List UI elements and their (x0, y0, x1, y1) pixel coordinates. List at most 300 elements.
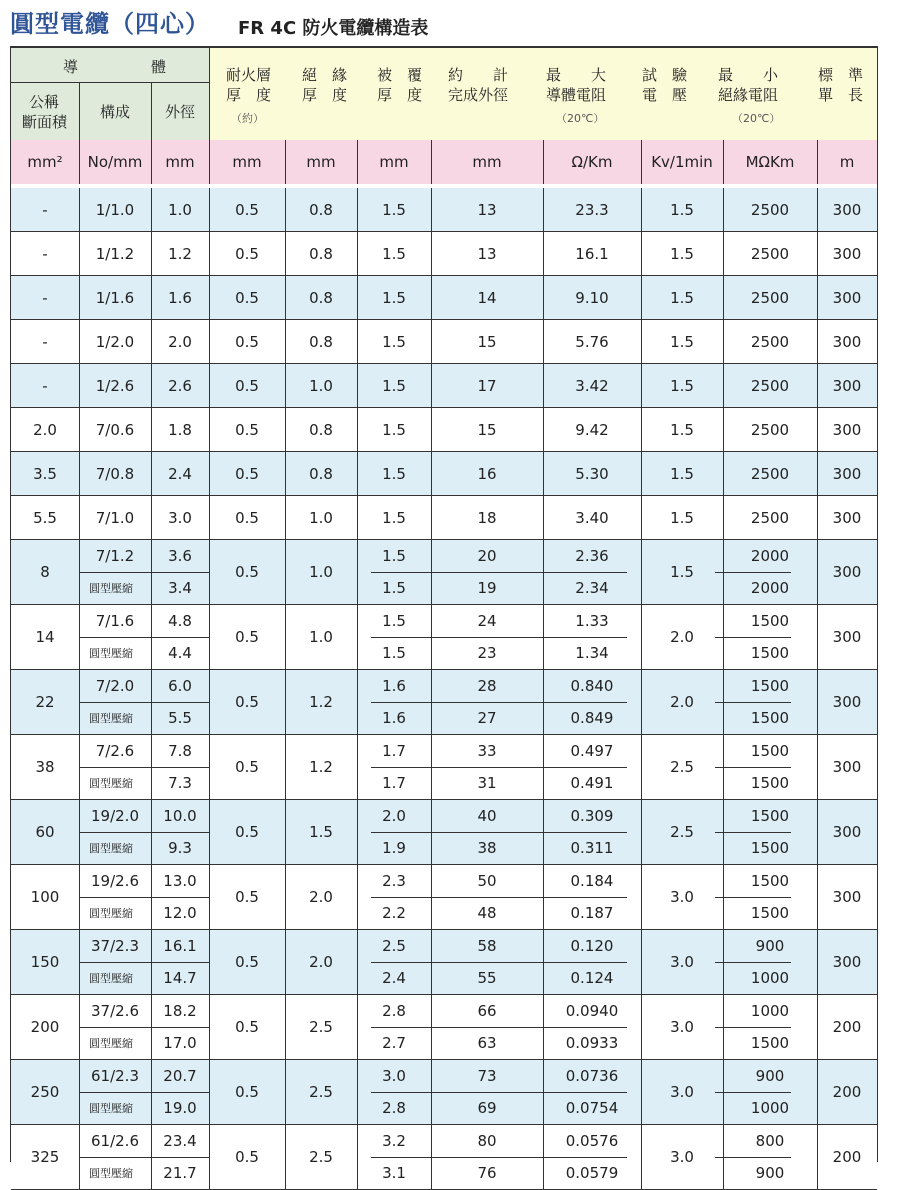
ins-resistance-cell: 1000 (750, 969, 790, 987)
length-cell: 300 (832, 508, 862, 527)
header-len-2: 單 長 (818, 86, 864, 104)
outer-dia-cell: 3.4 (168, 579, 192, 597)
resistance-cell: 0.0933 (565, 1034, 619, 1052)
units-row (11, 140, 877, 185)
header-ins-1: 絕 緣 (302, 66, 348, 84)
fire-cell: 0.5 (235, 693, 259, 711)
finish-cell: 55 (477, 969, 497, 987)
outer-dia-cell: 14.7 (163, 969, 197, 987)
header-area-2: 斷面積 (22, 113, 68, 131)
insulation-cell: 0.8 (309, 332, 333, 351)
resistance-cell: 23.3 (575, 200, 609, 219)
ins-resistance-cell: 2500 (750, 420, 790, 439)
construction-cell: 圓型壓縮 (89, 1037, 133, 1050)
area-cell: 250 (30, 1083, 60, 1101)
test-voltage-cell: 1.5 (670, 420, 694, 439)
construction-cell: 37/2.6 (91, 1002, 139, 1020)
sheath-cell: 1.7 (382, 742, 406, 760)
header-ir-3: （20℃） (732, 112, 781, 125)
sheath-cell: 3.0 (382, 1067, 406, 1085)
fire-cell: 0.5 (235, 420, 259, 439)
finish-cell: 38 (477, 839, 497, 857)
outer-dia-cell: 2.4 (168, 464, 192, 483)
test-voltage-cell: 3.0 (670, 1018, 694, 1036)
resistance-cell: 1.33 (575, 612, 609, 630)
header-outer-dia: 外徑 (165, 103, 196, 121)
area-cell: 150 (30, 953, 60, 971)
length-cell: 300 (832, 420, 862, 439)
fire-cell: 0.5 (235, 332, 259, 351)
sheath-cell: 2.0 (382, 807, 406, 825)
header-finish-1: 約 計 (448, 66, 509, 84)
ins-resistance-cell: 1500 (750, 709, 790, 727)
construction-cell: 1/2.0 (95, 332, 135, 351)
area-cell: 60 (35, 823, 55, 841)
resistance-cell: 2.34 (575, 579, 609, 597)
ins-resistance-cell: 1500 (750, 904, 790, 922)
ins-resistance-cell: 1000 (750, 1099, 790, 1117)
cable-spec-table (10, 46, 878, 1182)
insulation-cell: 0.8 (309, 420, 333, 439)
sheath-cell: 1.5 (382, 508, 406, 527)
ins-resistance-cell: 900 (755, 1067, 785, 1085)
outer-dia-cell: 7.8 (168, 742, 192, 760)
construction-cell: 7/0.6 (95, 420, 135, 439)
finish-cell: 50 (477, 872, 497, 890)
construction-cell: 1/1.6 (95, 288, 135, 307)
fire-cell: 0.5 (235, 1148, 259, 1166)
resistance-cell: 0.0940 (565, 1002, 619, 1020)
resistance-cell: 5.30 (575, 464, 609, 483)
sheath-cell: 1.7 (382, 774, 406, 792)
sheath-cell: 1.5 (382, 200, 406, 219)
finish-cell: 24 (477, 612, 497, 630)
finish-cell: 31 (477, 774, 497, 792)
construction-cell: 圓型壓縮 (89, 1167, 133, 1180)
table-row (11, 452, 877, 496)
table-row (11, 995, 877, 1060)
table-row (11, 1125, 877, 1190)
insulation-cell: 0.8 (309, 244, 333, 263)
area-cell: 8 (40, 563, 50, 581)
fire-cell: 0.5 (235, 1083, 259, 1101)
finish-cell: 80 (477, 1132, 497, 1150)
unit-cell: No/mm (87, 153, 143, 171)
header-test-2: 電 壓 (642, 86, 688, 104)
outer-dia-cell: 12.0 (163, 904, 197, 922)
finish-cell: 33 (477, 742, 497, 760)
page-title: 圓型電纜（四心） (10, 10, 210, 38)
length-cell: 300 (832, 288, 862, 307)
fire-cell: 0.5 (235, 823, 259, 841)
resistance-cell: 0.0754 (565, 1099, 619, 1117)
resistance-cell: 0.120 (570, 937, 614, 955)
sheath-cell: 2.4 (382, 969, 406, 987)
ins-resistance-cell: 2500 (750, 200, 790, 219)
outer-dia-cell: 16.1 (163, 937, 197, 955)
area-cell: 2.0 (33, 420, 57, 439)
sheath-cell: 1.9 (382, 839, 406, 857)
finish-cell: 48 (477, 904, 497, 922)
outer-dia-cell: 2.0 (168, 332, 192, 351)
finish-cell: 28 (477, 677, 497, 695)
table-row (11, 188, 877, 232)
finish-cell: 19 (477, 579, 497, 597)
length-cell: 300 (832, 693, 862, 711)
area-cell: 14 (35, 628, 55, 646)
header-sheath-1: 被 覆 (377, 66, 423, 84)
ins-resistance-cell: 1500 (750, 644, 790, 662)
resistance-cell: 0.491 (570, 774, 614, 792)
outer-dia-cell: 1.6 (168, 288, 192, 307)
area-cell: 100 (30, 888, 60, 906)
header-fire-2: 厚 度 (226, 86, 272, 104)
finish-cell: 15 (477, 420, 497, 439)
insulation-cell: 0.8 (309, 200, 333, 219)
outer-dia-cell: 21.7 (163, 1164, 197, 1182)
ins-resistance-cell: 900 (755, 937, 785, 955)
resistance-cell: 0.184 (570, 872, 614, 890)
construction-cell: 圓型壓縮 (89, 712, 133, 725)
insulation-cell: 2.5 (309, 1148, 333, 1166)
test-voltage-cell: 1.5 (670, 332, 694, 351)
header-construction: 構成 (100, 103, 131, 121)
outer-dia-cell: 19.0 (163, 1099, 197, 1117)
resistance-cell: 2.36 (575, 547, 609, 565)
finish-cell: 66 (477, 1002, 497, 1020)
construction-cell: 圓型壓縮 (89, 647, 133, 660)
length-cell: 300 (832, 244, 862, 263)
length-cell: 300 (832, 953, 862, 971)
test-voltage-cell: 3.0 (670, 1083, 694, 1101)
outer-dia-cell: 7.3 (168, 774, 192, 792)
test-voltage-cell: 3.0 (670, 953, 694, 971)
table-row (11, 1060, 877, 1125)
resistance-cell: 3.42 (575, 376, 609, 395)
ins-resistance-cell: 2000 (750, 547, 790, 565)
construction-cell: 7/1.6 (95, 612, 135, 630)
construction-cell: 圓型壓縮 (89, 907, 133, 920)
ins-resistance-cell: 2500 (750, 508, 790, 527)
finish-cell: 15 (477, 332, 497, 351)
sheath-cell: 1.5 (382, 464, 406, 483)
header-fire-3: （約） (231, 112, 264, 125)
construction-cell: 7/2.6 (95, 742, 135, 760)
unit-cell: mm (232, 153, 262, 171)
area-cell: 22 (35, 693, 55, 711)
table-row (11, 408, 877, 452)
outer-dia-cell: 1.0 (168, 200, 192, 219)
construction-cell: 1/1.0 (95, 200, 135, 219)
resistance-cell: 16.1 (575, 244, 609, 263)
resistance-cell: 1.34 (575, 644, 609, 662)
header-test-1: 試 驗 (642, 66, 688, 84)
construction-cell: 圓型壓縮 (89, 1102, 133, 1115)
resistance-cell: 3.40 (575, 508, 609, 527)
resistance-cell: 0.0579 (565, 1164, 619, 1182)
test-voltage-cell: 2.5 (670, 758, 694, 776)
length-cell: 300 (832, 628, 862, 646)
sheath-cell: 1.5 (382, 376, 406, 395)
finish-cell: 40 (477, 807, 497, 825)
outer-dia-cell: 3.6 (168, 547, 192, 565)
unit-cell: mm (472, 153, 502, 171)
outer-dia-cell: 5.5 (168, 709, 192, 727)
finish-cell: 18 (477, 508, 497, 527)
ins-resistance-cell: 1500 (750, 742, 790, 760)
table-row (11, 540, 877, 605)
resistance-cell: 0.0736 (565, 1067, 619, 1085)
fire-cell: 0.5 (235, 288, 259, 307)
sheath-cell: 2.8 (382, 1099, 406, 1117)
ins-resistance-cell: 2500 (750, 244, 790, 263)
resistance-cell: 9.10 (575, 288, 609, 307)
construction-cell: 37/2.3 (91, 937, 139, 955)
table-row (11, 364, 877, 408)
header-res-1: 最 大 (546, 66, 607, 84)
area-cell: 5.5 (33, 508, 57, 527)
sheath-cell: 1.5 (382, 612, 406, 630)
header-ins-2: 厚 度 (302, 86, 348, 104)
table-row (11, 605, 877, 670)
construction-cell: 圓型壓縮 (89, 582, 133, 595)
fire-cell: 0.5 (235, 1018, 259, 1036)
sheath-cell: 1.5 (382, 288, 406, 307)
construction-cell: 1/1.2 (95, 244, 135, 263)
test-voltage-cell: 1.5 (670, 508, 694, 527)
page-subtitle: FR 4C 防火電纜構造表 (238, 18, 429, 39)
length-cell: 300 (832, 563, 862, 581)
finish-cell: 13 (477, 200, 497, 219)
test-voltage-cell: 3.0 (670, 1148, 694, 1166)
header-res-2: 導體電阻 (546, 86, 607, 104)
insulation-cell: 1.0 (309, 628, 333, 646)
header-ir-1: 最 小 (718, 66, 779, 84)
table-row (11, 930, 877, 995)
header-conductor-2: 體 (151, 58, 167, 76)
test-voltage-cell: 3.0 (670, 888, 694, 906)
sheath-cell: 1.5 (382, 332, 406, 351)
finish-cell: 17 (477, 376, 497, 395)
area-cell: - (42, 332, 48, 351)
table-row (11, 232, 877, 276)
ins-resistance-cell: 1000 (750, 1002, 790, 1020)
sheath-cell: 1.5 (382, 547, 406, 565)
fire-cell: 0.5 (235, 508, 259, 527)
fire-cell: 0.5 (235, 244, 259, 263)
insulation-cell: 1.2 (309, 693, 333, 711)
finish-cell: 69 (477, 1099, 497, 1117)
sheath-cell: 2.8 (382, 1002, 406, 1020)
finish-cell: 27 (477, 709, 497, 727)
header-sheath-2: 厚 度 (377, 86, 423, 104)
resistance-cell: 9.42 (575, 420, 609, 439)
construction-cell: 61/2.3 (91, 1067, 139, 1085)
construction-cell: 61/2.6 (91, 1132, 139, 1150)
construction-cell: 7/2.0 (95, 677, 135, 695)
fire-cell: 0.5 (235, 563, 259, 581)
sheath-cell: 1.6 (382, 709, 406, 727)
ins-resistance-cell: 1500 (750, 839, 790, 857)
finish-cell: 20 (477, 547, 497, 565)
finish-cell: 63 (477, 1034, 497, 1052)
unit-cell: mm (165, 153, 195, 171)
length-cell: 300 (832, 332, 862, 351)
table-row (11, 320, 877, 364)
header-area-1: 公稱 (29, 93, 60, 111)
resistance-cell: 0.849 (570, 709, 614, 727)
finish-cell: 13 (477, 244, 497, 263)
length-cell: 300 (832, 200, 862, 219)
ins-resistance-cell: 2000 (750, 579, 790, 597)
sheath-cell: 3.1 (382, 1164, 406, 1182)
resistance-cell: 0.187 (570, 904, 614, 922)
header-fire-1: 耐火層 (226, 66, 272, 84)
table-row (11, 276, 877, 320)
construction-cell: 圓型壓縮 (89, 842, 133, 855)
test-voltage-cell: 1.5 (670, 464, 694, 483)
unit-cell: mm (306, 153, 336, 171)
header-len-1: 標 準 (818, 66, 864, 84)
construction-cell: 1/2.6 (95, 376, 135, 395)
ins-resistance-cell: 2500 (750, 288, 790, 307)
area-cell: - (42, 244, 48, 263)
header-finish-2: 完成外徑 (448, 86, 509, 104)
resistance-cell: 0.0576 (565, 1132, 619, 1150)
unit-cell: mm (379, 153, 409, 171)
outer-dia-cell: 1.8 (168, 420, 192, 439)
resistance-cell: 0.497 (570, 742, 614, 760)
ins-resistance-cell: 1500 (750, 774, 790, 792)
area-cell: 200 (30, 1018, 60, 1036)
fire-cell: 0.5 (235, 628, 259, 646)
fire-cell: 0.5 (235, 200, 259, 219)
header-conductor-1: 導 (63, 58, 79, 76)
sheath-cell: 1.5 (382, 579, 406, 597)
construction-cell: 圓型壓縮 (89, 777, 133, 790)
header-res-3: （20℃） (556, 112, 605, 125)
construction-cell: 7/1.0 (95, 508, 135, 527)
outer-dia-cell: 1.2 (168, 244, 192, 263)
finish-cell: 16 (477, 464, 497, 483)
test-voltage-cell: 1.5 (670, 376, 694, 395)
length-cell: 200 (832, 1083, 862, 1101)
insulation-cell: 1.0 (309, 563, 333, 581)
resistance-cell: 0.840 (570, 677, 614, 695)
area-cell: - (42, 288, 48, 307)
outer-dia-cell: 4.4 (168, 644, 192, 662)
ins-resistance-cell: 1500 (750, 677, 790, 695)
ins-resistance-cell: 2500 (750, 332, 790, 351)
construction-cell: 7/1.2 (95, 547, 135, 565)
sheath-cell: 2.5 (382, 937, 406, 955)
outer-dia-cell: 18.2 (163, 1002, 197, 1020)
table-row (11, 865, 877, 930)
table-row (11, 735, 877, 800)
length-cell: 300 (832, 823, 862, 841)
construction-cell: 圓型壓縮 (89, 972, 133, 985)
resistance-cell: 0.309 (570, 807, 614, 825)
insulation-cell: 2.5 (309, 1083, 333, 1101)
ins-resistance-cell: 900 (755, 1164, 785, 1182)
finish-cell: 58 (477, 937, 497, 955)
unit-cell: MΩKm (745, 153, 795, 171)
table-row (11, 496, 877, 540)
area-cell: 38 (35, 758, 55, 776)
length-cell: 200 (832, 1148, 862, 1166)
construction-cell: 19/2.6 (91, 872, 139, 890)
test-voltage-cell: 1.5 (670, 244, 694, 263)
fire-cell: 0.5 (235, 953, 259, 971)
finish-cell: 73 (477, 1067, 497, 1085)
outer-dia-cell: 23.4 (163, 1132, 197, 1150)
test-voltage-cell: 2.0 (670, 693, 694, 711)
length-cell: 300 (832, 464, 862, 483)
outer-dia-cell: 10.0 (163, 807, 197, 825)
insulation-cell: 1.0 (309, 508, 333, 527)
sheath-cell: 1.6 (382, 677, 406, 695)
ins-resistance-cell: 2500 (750, 464, 790, 483)
insulation-cell: 0.8 (309, 288, 333, 307)
table-header (11, 48, 877, 141)
test-voltage-cell: 1.5 (670, 563, 694, 581)
length-cell: 300 (832, 376, 862, 395)
fire-cell: 0.5 (235, 376, 259, 395)
ins-resistance-cell: 1500 (750, 872, 790, 890)
area-cell: - (42, 376, 48, 395)
insulation-cell: 2.0 (309, 888, 333, 906)
unit-cell: Kv/1min (651, 153, 713, 171)
table-row (11, 670, 877, 735)
insulation-cell: 0.8 (309, 464, 333, 483)
header-ir-2: 絕緣電阻 (718, 86, 779, 104)
test-voltage-cell: 2.0 (670, 628, 694, 646)
outer-dia-cell: 4.8 (168, 612, 192, 630)
outer-dia-cell: 20.7 (163, 1067, 197, 1085)
unit-cell: m (839, 153, 855, 171)
ins-resistance-cell: 1500 (750, 612, 790, 630)
ins-resistance-cell: 1500 (750, 1034, 790, 1052)
insulation-cell: 1.2 (309, 758, 333, 776)
insulation-cell: 1.5 (309, 823, 333, 841)
sheath-cell: 1.5 (382, 244, 406, 263)
sheath-cell: 3.2 (382, 1132, 406, 1150)
fire-cell: 0.5 (235, 758, 259, 776)
outer-dia-cell: 6.0 (168, 677, 192, 695)
length-cell: 300 (832, 758, 862, 776)
unit-cell: mm² (27, 153, 63, 171)
construction-cell: 19/2.0 (91, 807, 139, 825)
area-cell: 325 (30, 1148, 60, 1166)
ins-resistance-cell: 800 (755, 1132, 785, 1150)
area-cell: - (42, 200, 48, 219)
resistance-cell: 0.124 (570, 969, 614, 987)
finish-cell: 14 (477, 288, 497, 307)
outer-dia-cell: 13.0 (163, 872, 197, 890)
insulation-cell: 2.0 (309, 953, 333, 971)
finish-cell: 23 (477, 644, 497, 662)
ins-resistance-cell: 1500 (750, 807, 790, 825)
insulation-cell: 1.0 (309, 376, 333, 395)
length-cell: 300 (832, 888, 862, 906)
outer-dia-cell: 9.3 (168, 839, 192, 857)
sheath-cell: 1.5 (382, 420, 406, 439)
construction-cell: 7/0.8 (95, 464, 135, 483)
sheath-cell: 1.5 (382, 644, 406, 662)
insulation-cell: 2.5 (309, 1018, 333, 1036)
sheath-cell: 2.7 (382, 1034, 406, 1052)
sheath-cell: 2.3 (382, 872, 406, 890)
